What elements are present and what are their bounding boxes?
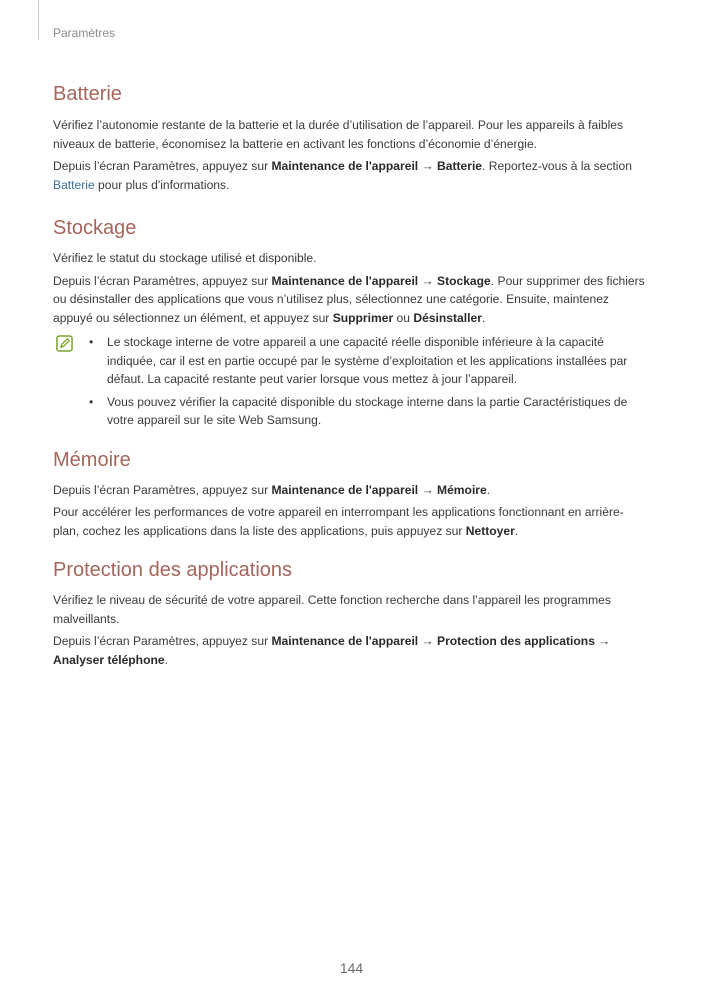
section-memoire [53,448,648,541]
paragraph [53,481,648,500]
note-list [89,333,648,430]
paragraph: Vérifiez l’autonomie restante de la batterie et la durée d’utilisation de l’appareil. Pour les appareils à faibles niveaux de batterie, économisez la batterie en activant les fonctions d’économie d’énergie. [53,118,624,151]
text: . Pour supprimer des fichiers ou désinstaller des applications que vous n’utilisez plus, sélectionnez une catégorie. Ensuite, maintenez appuyé ou sélectionnez un élément, et appuyez sur [53,273,645,325]
header-title: Paramètres [53,26,116,40]
section-batterie [53,82,648,194]
section-stockage [53,216,648,430]
text: pour plus d'informations. [94,177,230,192]
text: Depuis l’écran Paramètres, appuyez sur [53,159,272,173]
text: ou [393,310,414,325]
menu-path-item: Maintenance de l'appareil [271,634,419,648]
paragraph: Vérifiez le statut du stockage utilisé et disponible. [53,251,317,265]
text: . [164,652,168,667]
text: Pour accélérer les performances de votre appareil en interrompant les applications fonctionnant en arrière-plan, cochez les applications dans la liste des applications, puis appuyez sur [53,505,624,538]
section-title-protection: Protection des applications [53,559,293,581]
menu-path-item: Batterie [437,159,483,173]
text: Depuis l’écran Paramètres, appuyez sur [53,482,272,497]
menu-path-item: Désinstaller [413,310,482,325]
page-number: 144 [339,960,364,976]
menu-path-item: Supprimer [332,310,394,325]
paragraph [53,272,648,328]
menu-path-item: Maintenance de l'appareil [271,482,419,497]
arrow: → [418,273,437,288]
note-item: • Vous pouvez vérifier la capacité disponible du stockage interne dans la partie Caractéristiques de votre appareil sur le site Web Samsung. [89,393,648,430]
note-item: • Le stockage interne de votre appareil a une capacité réelle disponible inférieure à la capacité indiquée, car il est en partie occupé par le système d’exploitation et les applications installées par défaut. La capacité restante peut varier lorsque vous mettez à jour l’appareil. [89,333,648,389]
menu-path-item: Mémoire [437,482,487,497]
text: Depuis l’écran Paramètres, appuyez sur [53,273,272,288]
arrow: → [418,159,437,173]
arrow: → [594,634,611,648]
paragraph [53,632,648,669]
section-title-memoire: Mémoire [53,448,131,471]
link-batterie[interactable]: Batterie [53,177,95,192]
text: Depuis l’écran Paramètres, appuyez sur [53,634,272,648]
menu-path-item: Maintenance de l'appareil [271,159,419,173]
note-pencil-icon [56,335,73,352]
header-divider [38,0,39,40]
arrow: → [418,634,437,648]
menu-path-item: Maintenance de l'appareil [271,273,419,288]
note-box [53,333,648,430]
text: . [486,482,491,497]
section-title-batterie: Batterie [53,83,122,105]
menu-path-item: Nettoyer [465,523,515,538]
menu-path-item: Protection des applications [437,634,595,648]
menu-path-item: Stockage [437,273,491,288]
paragraph [53,157,648,194]
page-content [53,82,648,685]
paragraph [53,503,648,540]
text: . [514,523,519,538]
arrow: → [418,482,437,497]
text: . Reportez-vous à la section [482,159,632,173]
text: . [481,310,486,325]
section-title-stockage: Stockage [53,217,137,239]
section-protection [53,558,648,669]
menu-path-item: Analyser téléphone [53,652,165,667]
paragraph: Vérifiez le niveau de sécurité de votre appareil. Cette fonction recherche dans l’appareil les programmes malveillants. [53,593,611,626]
